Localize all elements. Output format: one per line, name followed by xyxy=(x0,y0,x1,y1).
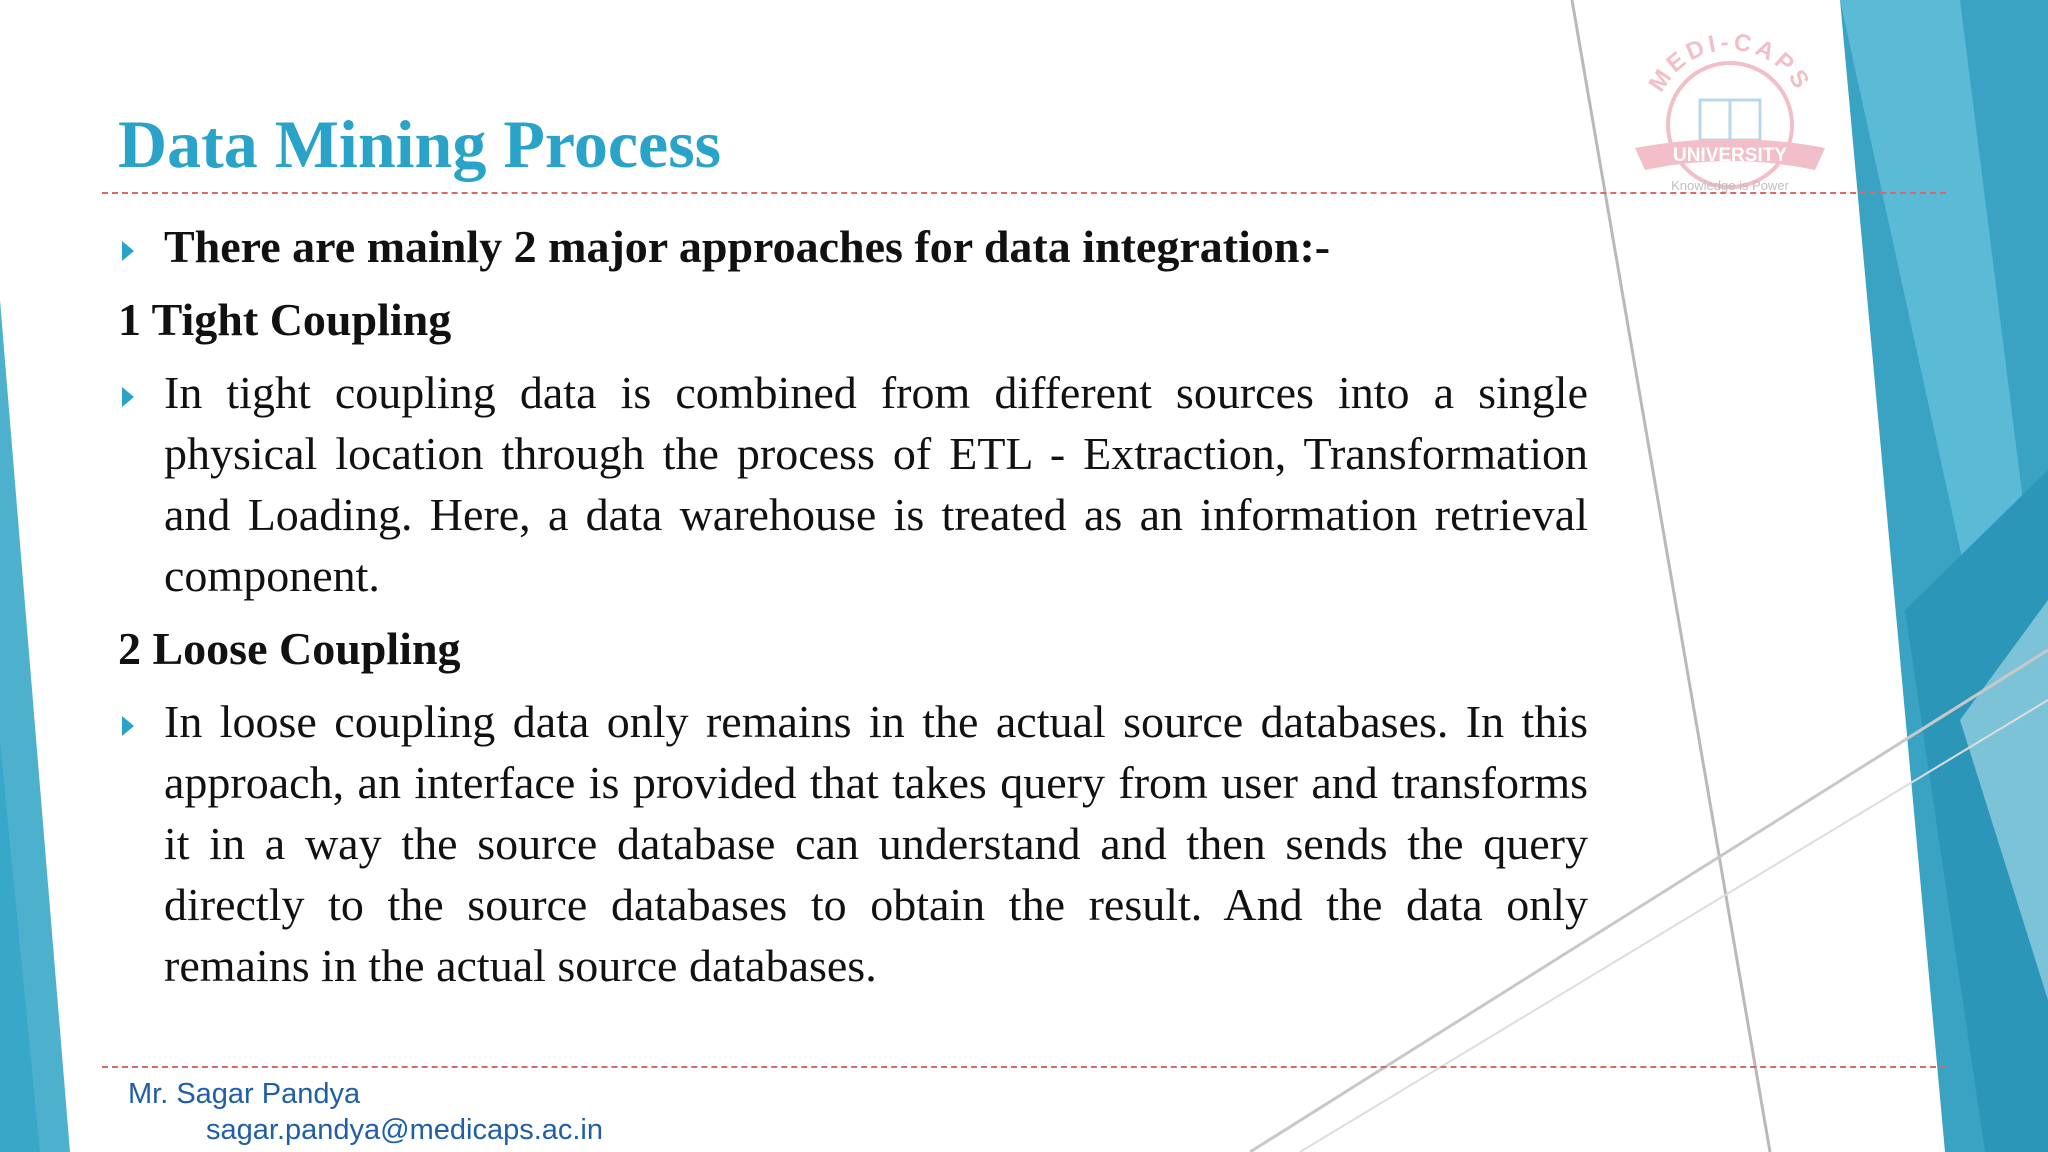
intro-text: There are mainly 2 major approaches for data integration:- xyxy=(164,221,1331,272)
left-band-shape xyxy=(0,300,70,1152)
title-divider xyxy=(102,192,1946,194)
footer-author: Mr. Sagar Pandya xyxy=(128,1078,361,1110)
bullet-arrow-icon xyxy=(122,716,134,736)
logo-arc-text: MEDI-CAPS xyxy=(1643,30,1817,97)
section-heading-loose-coupling: 2 Loose Coupling xyxy=(118,623,461,674)
logo-tagline: Knowledge is Power xyxy=(1671,178,1789,193)
footer-email: sagar.pandya@medicaps.ac.in xyxy=(206,1114,604,1146)
bullet-arrow-icon xyxy=(122,387,134,407)
loose-coupling-text: In loose coupling data only remains in the actual source databases. In this approach, an interface is provided that takes query from user and transforms it in a way the source database can understand and then sends the query directly to the source databases to obtain the result. And the data only remains in the actual source databases. xyxy=(164,696,1588,991)
footer-divider xyxy=(102,1066,1946,1068)
slide-title: Data Mining Process xyxy=(118,106,722,182)
bullet-arrow-icon xyxy=(122,241,134,261)
logo-banner-text: UNIVERSITY xyxy=(1672,145,1788,166)
loose-coupling-bullet xyxy=(118,691,1588,996)
slide-body xyxy=(118,210,1588,996)
tight-coupling-bullet xyxy=(118,362,1588,606)
section-heading-tight-coupling: 1 Tight Coupling xyxy=(118,294,452,345)
university-logo xyxy=(1620,30,1840,200)
tight-coupling-text: In tight coupling data is combined from different sources into a single physical location through the process of ETL - Extraction, Transformation and Loading. Here, a data warehouse is treated as an information retrieval component. xyxy=(164,367,1588,601)
intro-bullet xyxy=(118,216,1588,277)
